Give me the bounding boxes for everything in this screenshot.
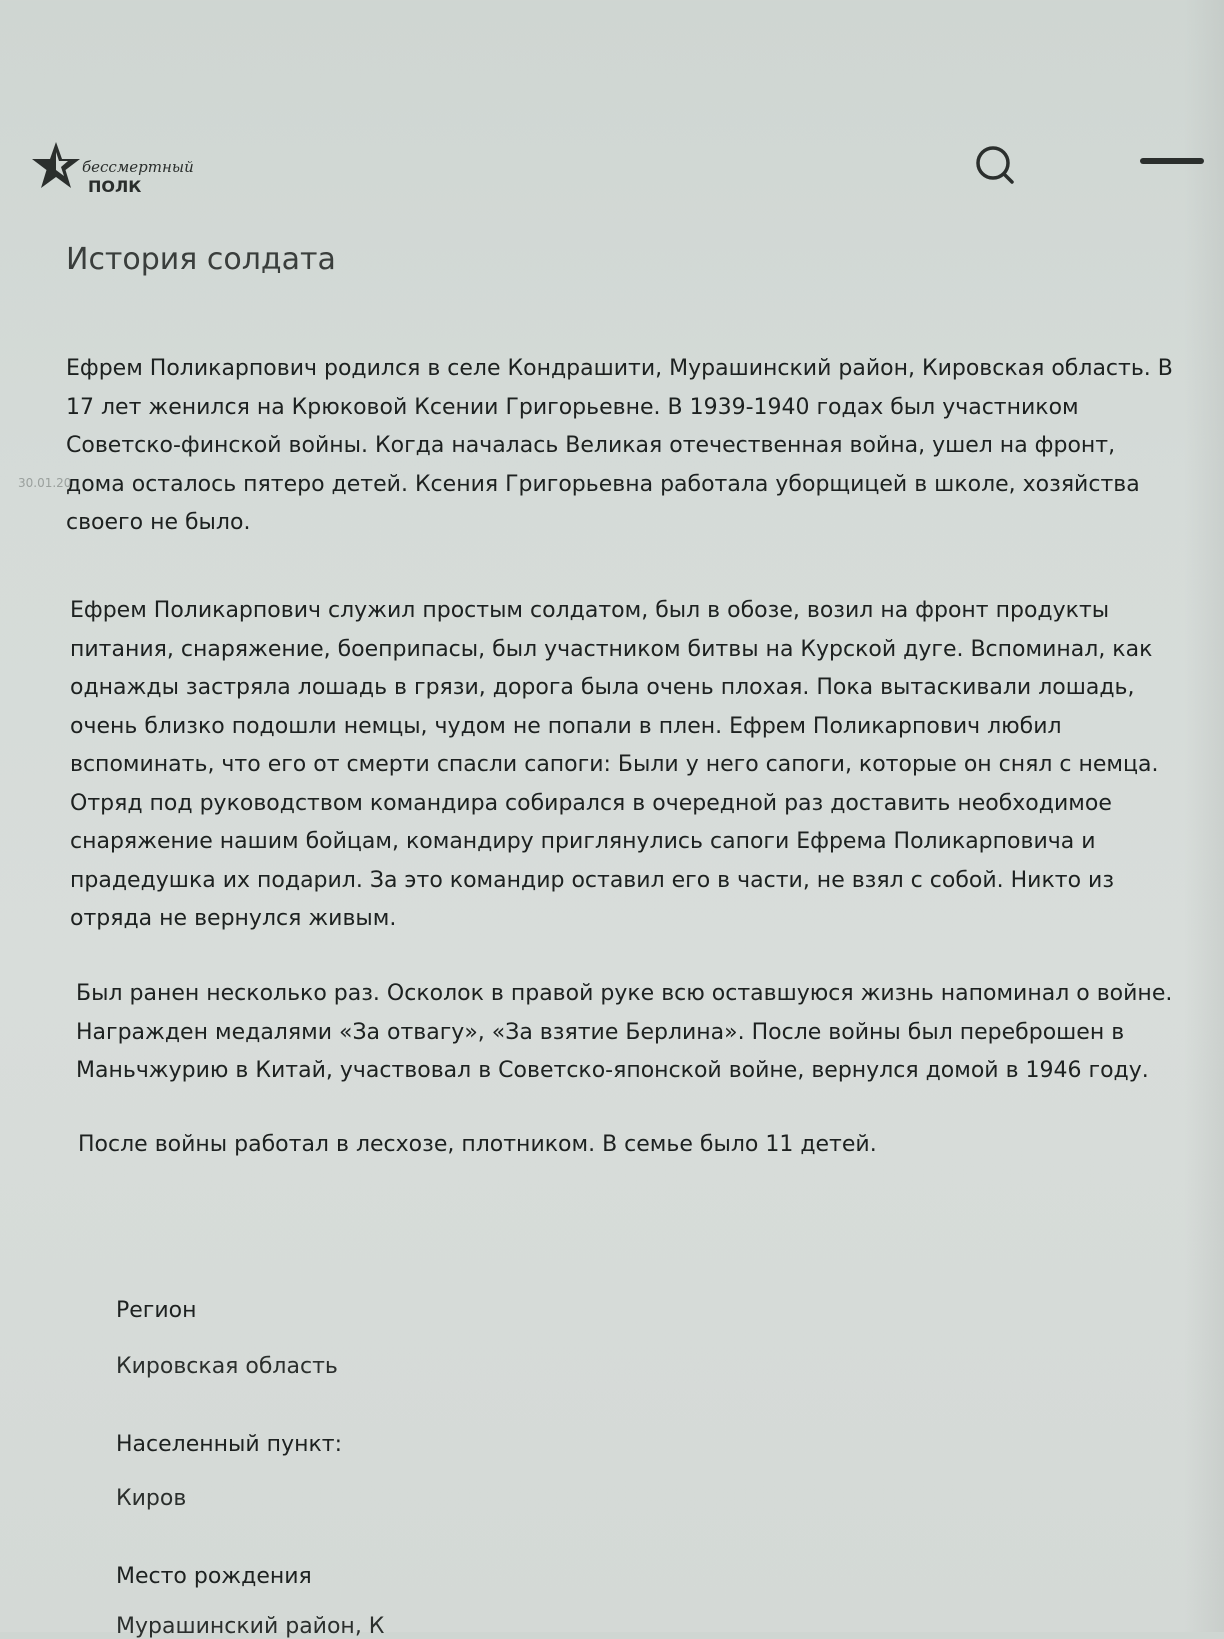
story-paragraph: Был ранен несколько раз. Осколок в правой руке всю оставшуюся жизнь напоминал о войне. Награжден медалями «За отвагу», «За взятие Берлина». После войны был переброшен в Маньчжурию в Китай, участвовал в Советско-японской войне, вернулся домой в 1946 году. — [76, 981, 1173, 1083]
logo-script-text: бессмертный — [82, 158, 194, 176]
story-paragraph: После войны работал в лесхозе, плотником. В семье было 11 детей. — [78, 1132, 877, 1157]
story-paragraph: Ефрем Поликарпович служил простым солдатом, был в обозе, возил на фронт продукты питания, снаряжение, боеприпасы, был участником битвы на Курской дуге. Вспоминал, как однажды застряла лошадь в грязи, дорога была очень плохая. Пока вытаскивали лошадь, очень близко подошли немцы, чудом не попали в плен. Ефрем Поликарпович любил вспоминать, что его от смерти спасли сапоги: Были у него сапоги, которые он снял с немца. Отряд под руководством командира собирался в очередной раз доставить необходимое снаряжение нашим бойцам, командиру приглянулись сапоги Ефрема Поликарповича и прадедушка их подарил. За это командир оставил его в части, не взял с собой. Никто из отряда не вернулся живым. — [70, 598, 1159, 931]
search-icon[interactable] — [974, 144, 1016, 186]
site-header — [30, 128, 1210, 198]
page-title: История солдата — [66, 242, 336, 277]
logo[interactable] — [30, 136, 194, 196]
birthplace-value: Мурашинский район, К — [116, 1614, 385, 1639]
page-shadow — [1184, 0, 1224, 1632]
locality-value: Киров — [116, 1486, 187, 1511]
locality-label: Населенный пункт: — [116, 1432, 342, 1457]
birthplace-label: Место рождения — [116, 1564, 312, 1589]
print-stamp: 30.01.20 — [18, 476, 72, 490]
logo-word: ПОЛК — [88, 177, 142, 196]
region-label: Регион — [116, 1298, 197, 1323]
star-icon — [30, 140, 82, 192]
region-value: Кировская область — [116, 1354, 338, 1379]
menu-icon[interactable] — [1140, 158, 1204, 164]
story-paragraph: Ефрем Поликарпович родился в селе Кондрашити, Мурашинский район, Кировская область. В 17 лет женился на Крюковой Ксении Григорьевне. В 1939-1940 годах был участником Советско-финской войны. Когда началась Великая отечественная война, ушел на фронт, дома осталось пятеро детей. Ксения Григорьевна работала уборщицей в школе, хозяйства своего не было. — [66, 356, 1173, 535]
